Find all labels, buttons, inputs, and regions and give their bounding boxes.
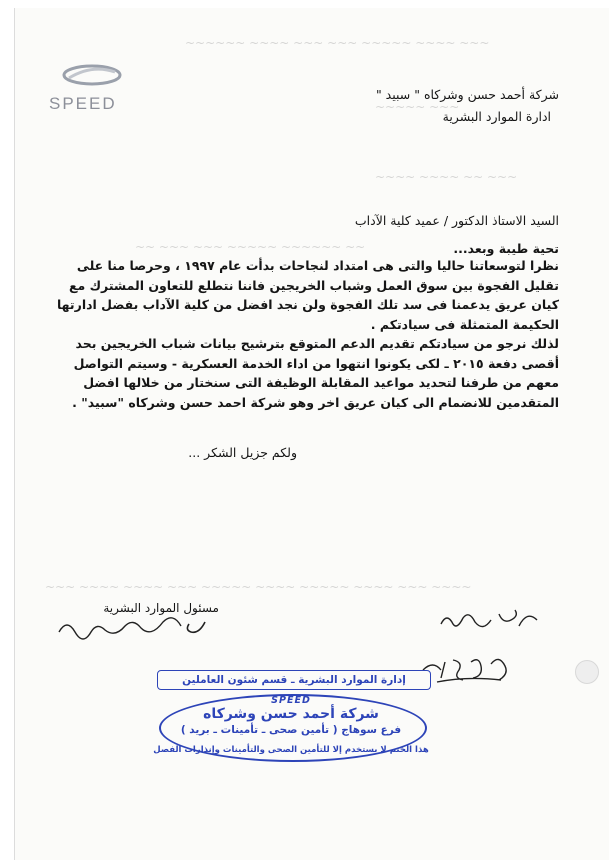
stamp-branch: فرع سوهاج ( تأمين صحى ـ تأمينات ـ بريد ) xyxy=(180,724,402,736)
stamp-usage-note: هذا الختم لا يستخدم إلا للتأمين الصحى والتأمينات وإنذارات الفصل xyxy=(153,745,429,755)
paragraph-2: لذلك نرجو من سيادتكم تقديم الدعم المتوقع بترشيح بيانات شباب الخريجين بحد أقصى دفعة ٢٠١٥ ـ لكى يكونوا انتهوا من اداء الخدمة العسكرية - وسيتم التواصل معهم من طرفنا لتحديد مواعيد المقابلة الوظيفة التى سنختار من خلالها افضل المتقدمين للانضمام الى كيان عريق اخر وهو شركة احمد حسن وشركاه "سبيد" . xyxy=(72,336,559,410)
speed-swoosh-icon xyxy=(61,62,123,88)
page-corner-mark xyxy=(575,660,599,684)
handwritten-note xyxy=(435,604,545,634)
bleed-through-marks: ~~~ ~~~~~ xyxy=(375,100,460,114)
department-name: ادارة الموارد البشرية xyxy=(442,109,551,124)
stamp-brand: SPEED xyxy=(271,695,311,706)
addressee: السيد الاستاذ الدكتور / عميد كلية الآداب xyxy=(354,213,559,228)
bleed-through-marks: ~~~ ~~ ~~~~ ~~~~ xyxy=(375,170,518,184)
bleed-through-marks: ~~~~ ~~~ ~~~~ ~~~~~ ~~~~ ~~~~~ ~~~ ~~~~ ~~~~ ~~~ xyxy=(45,580,472,594)
paragraph-1: نظرا لتوسعاتنا حاليا والتى هى امتداد لنجاحات بدأت عام ١٩٩٧ ، وحرصا منا على تقليل الفجوة بين سوق العمل وشباب الخريجين فاننا نتطلع للتعاون المشترك مع كيان عريق يدعمنا فى سد تلك الفجوة ولن نجد افضل من كلية الآداب بفضل ادارتها الحكيمة المتمثلة فى سيادتكم . xyxy=(56,258,559,332)
company-logo xyxy=(49,62,139,114)
letter-page xyxy=(14,8,609,860)
bleed-through-marks: ~~ ~~~~~~ ~~~~~ ~~~ ~~~ ~~ xyxy=(135,240,366,254)
company-name: شركة أحمد حسن وشركاه " سبيد " xyxy=(375,87,559,102)
greeting: تحية طيبة وبعد... xyxy=(453,241,559,256)
stamp-company-name: شركة أحمد حسن وشركاه xyxy=(203,706,379,722)
handwritten-signature xyxy=(55,614,215,642)
logo-text: SPEED xyxy=(49,94,117,113)
stamp-department-line: إدارة الموارد البشرية ـ قسم شئون العاملين xyxy=(157,670,431,690)
signature-label: مسئول الموارد البشرية xyxy=(103,601,219,615)
closing: ولكم جزيل الشكر ... xyxy=(188,445,297,460)
company-stamp xyxy=(147,668,435,766)
bleed-through-marks: ~~~ ~~~~ ~~~~~ ~~~ ~~~ ~~~~ ~~~~~~ xyxy=(185,36,490,50)
